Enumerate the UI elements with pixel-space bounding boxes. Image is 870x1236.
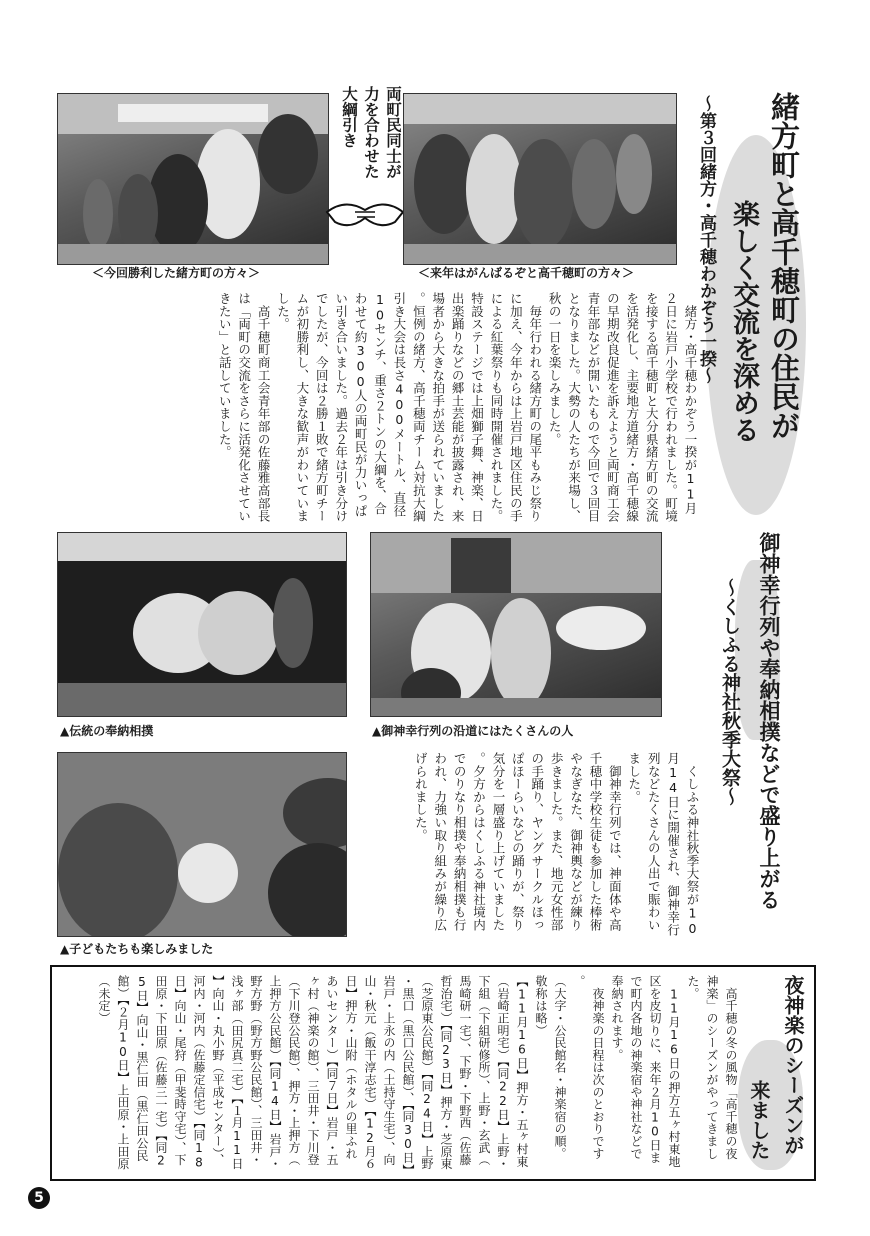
caption-children: ▲子どもたちも楽しみました [60,942,214,956]
caption-procession: ▲御神幸行列の沿道にはたくさんの人 [372,724,574,738]
photo-takachiho-team [403,93,677,265]
photo-children [57,752,347,937]
caption-takachiho-team: ＜来年はがんばるぞと高千穂町の方々＞ [418,266,635,280]
article3-title-line1: 夜神楽のシーズンが [781,975,805,1155]
article2-title: 御神幸行列や奉納相撲などで盛り上がる [757,532,781,910]
tug-of-war-label: 両町民同士が 力を合わせた 大綱引き [340,86,402,179]
article3-body: 高千穂の冬の風物「高千穂の夜神楽」のシーズンがやってきました。 11月16日の押方五ヶ村東地区を皮切りに、来年２月10日まで町内各地の神楽宿や神社などで奉納されます。 夜神楽の日程は次のとおりです。 （大字・公民館名・神楽宿の順。敬称は略） 【11月16日】押方・五ヶ村東（岩崎正明宅）【同22日】上野・下組（下組研修所）、上野・玄武（馬崎研一宅）、下野・下野西（佐藤哲治宅）【同23日】押方・芝原東（芝原東公民館）【同24日】上野・黒口（黒口公民館）、【同30日】岩戸・上永の内（土持守生宅）、向山・秋元（飯干淳志宅）【12月６日】押方・山附（ホタルの里ふれあいセンター）【同７日】岩戸・五ヶ村（神楽の館）、三田井・下川登（下川登公民館）、押方・上押方（上押方公民館）【同14日】岩戸・野方野（野方野公民館）、三田井・浅ヶ部（田尻真二宅）【１月11日】向山・丸小野（平成センター）、河内・河内（佐藤定信宅）【同18日】向山・尾狩（甲斐時守宅）、下田原・下田原（佐藤三一宅）【同25日】向山・黒仁田（黒仁田公民館）【２月10日】上田原・上田原（未定） [97,975,738,1171]
handshake-icon [325,190,405,235]
article1-body: 緒方・高千穂わかぞう一揆が11月２日に岩戸小学校で行われました。町境を接する高千穂町と大分県緒方町の交流を活発化し、主要地方道緒方・高千穂線の早期改良促進を訴えようと両町商工会青年部などが開いたもので今回で３回目となりました。大勢の人たちが来場し、秋の一日を楽しみました。 毎年行われる緒方町の尾平もみじ祭りに加え、今年からは上岩戸地区住民の手による紅葉祭りも同時開催されました。特設ステージでは上畑獅子舞、神楽、日出楽踊りなどの郷土芸能が披露され、来場者から大きな拍手が送られていました。恒例の緒方、高千穂両チーム対抗大綱引き大会は長さ400メートル、直径10センチ、重さ２トンの大綱を、合わせて約300人の両町民が力いっぱい引き合いました。過去２年は引き分けでしたが、今回は２勝１敗で緒方町チームが初勝利し、大きな歓声がわいていました。 高千穂町商工会青年部の佐藤雅高部長は「両町の交流をさらに活発化させていきたい」と話していました。 [217,292,698,523]
article1-subtitle: ～第３回緒方・高千穂わかぞう一揆～ [696,95,716,384]
article1-title-line2: 楽しく交流を深める [728,200,759,443]
article2-subtitle: ～くしふる神社秋季大祭～ [719,578,741,806]
photo-ogata-team [57,93,329,265]
article3-title-line2: 来ました [747,1080,771,1160]
page-number: 5 [28,1187,50,1209]
article1-title-line1: 緒方町と高千穂町の住民が [767,92,801,440]
photo-procession [370,532,662,717]
caption-sumo: ▲伝統の奉納相撲 [60,724,154,738]
article2-body: くしふる神社秋季大祭が10月14日に開催され、御神幸行列などたくさんの人出で賑わいました。 御神幸行列では、神面体や高千穂中学校生徒も参加した棒術やなぎなた、御神輿などが練り歩きました。また、地元女性部の手踊り、ヤングサークルほっぽほーらいなどの踊りが、祭り気分を一層盛り上げていました。夕方からはくしふる神社境内でのりなり相撲や奉納相撲も行われ、力強い取り組みが繰り広げられました。 [413,752,700,937]
caption-ogata-team: ＜今回勝利した緒方町の方々＞ [92,266,261,280]
photo-sumo [57,532,347,717]
